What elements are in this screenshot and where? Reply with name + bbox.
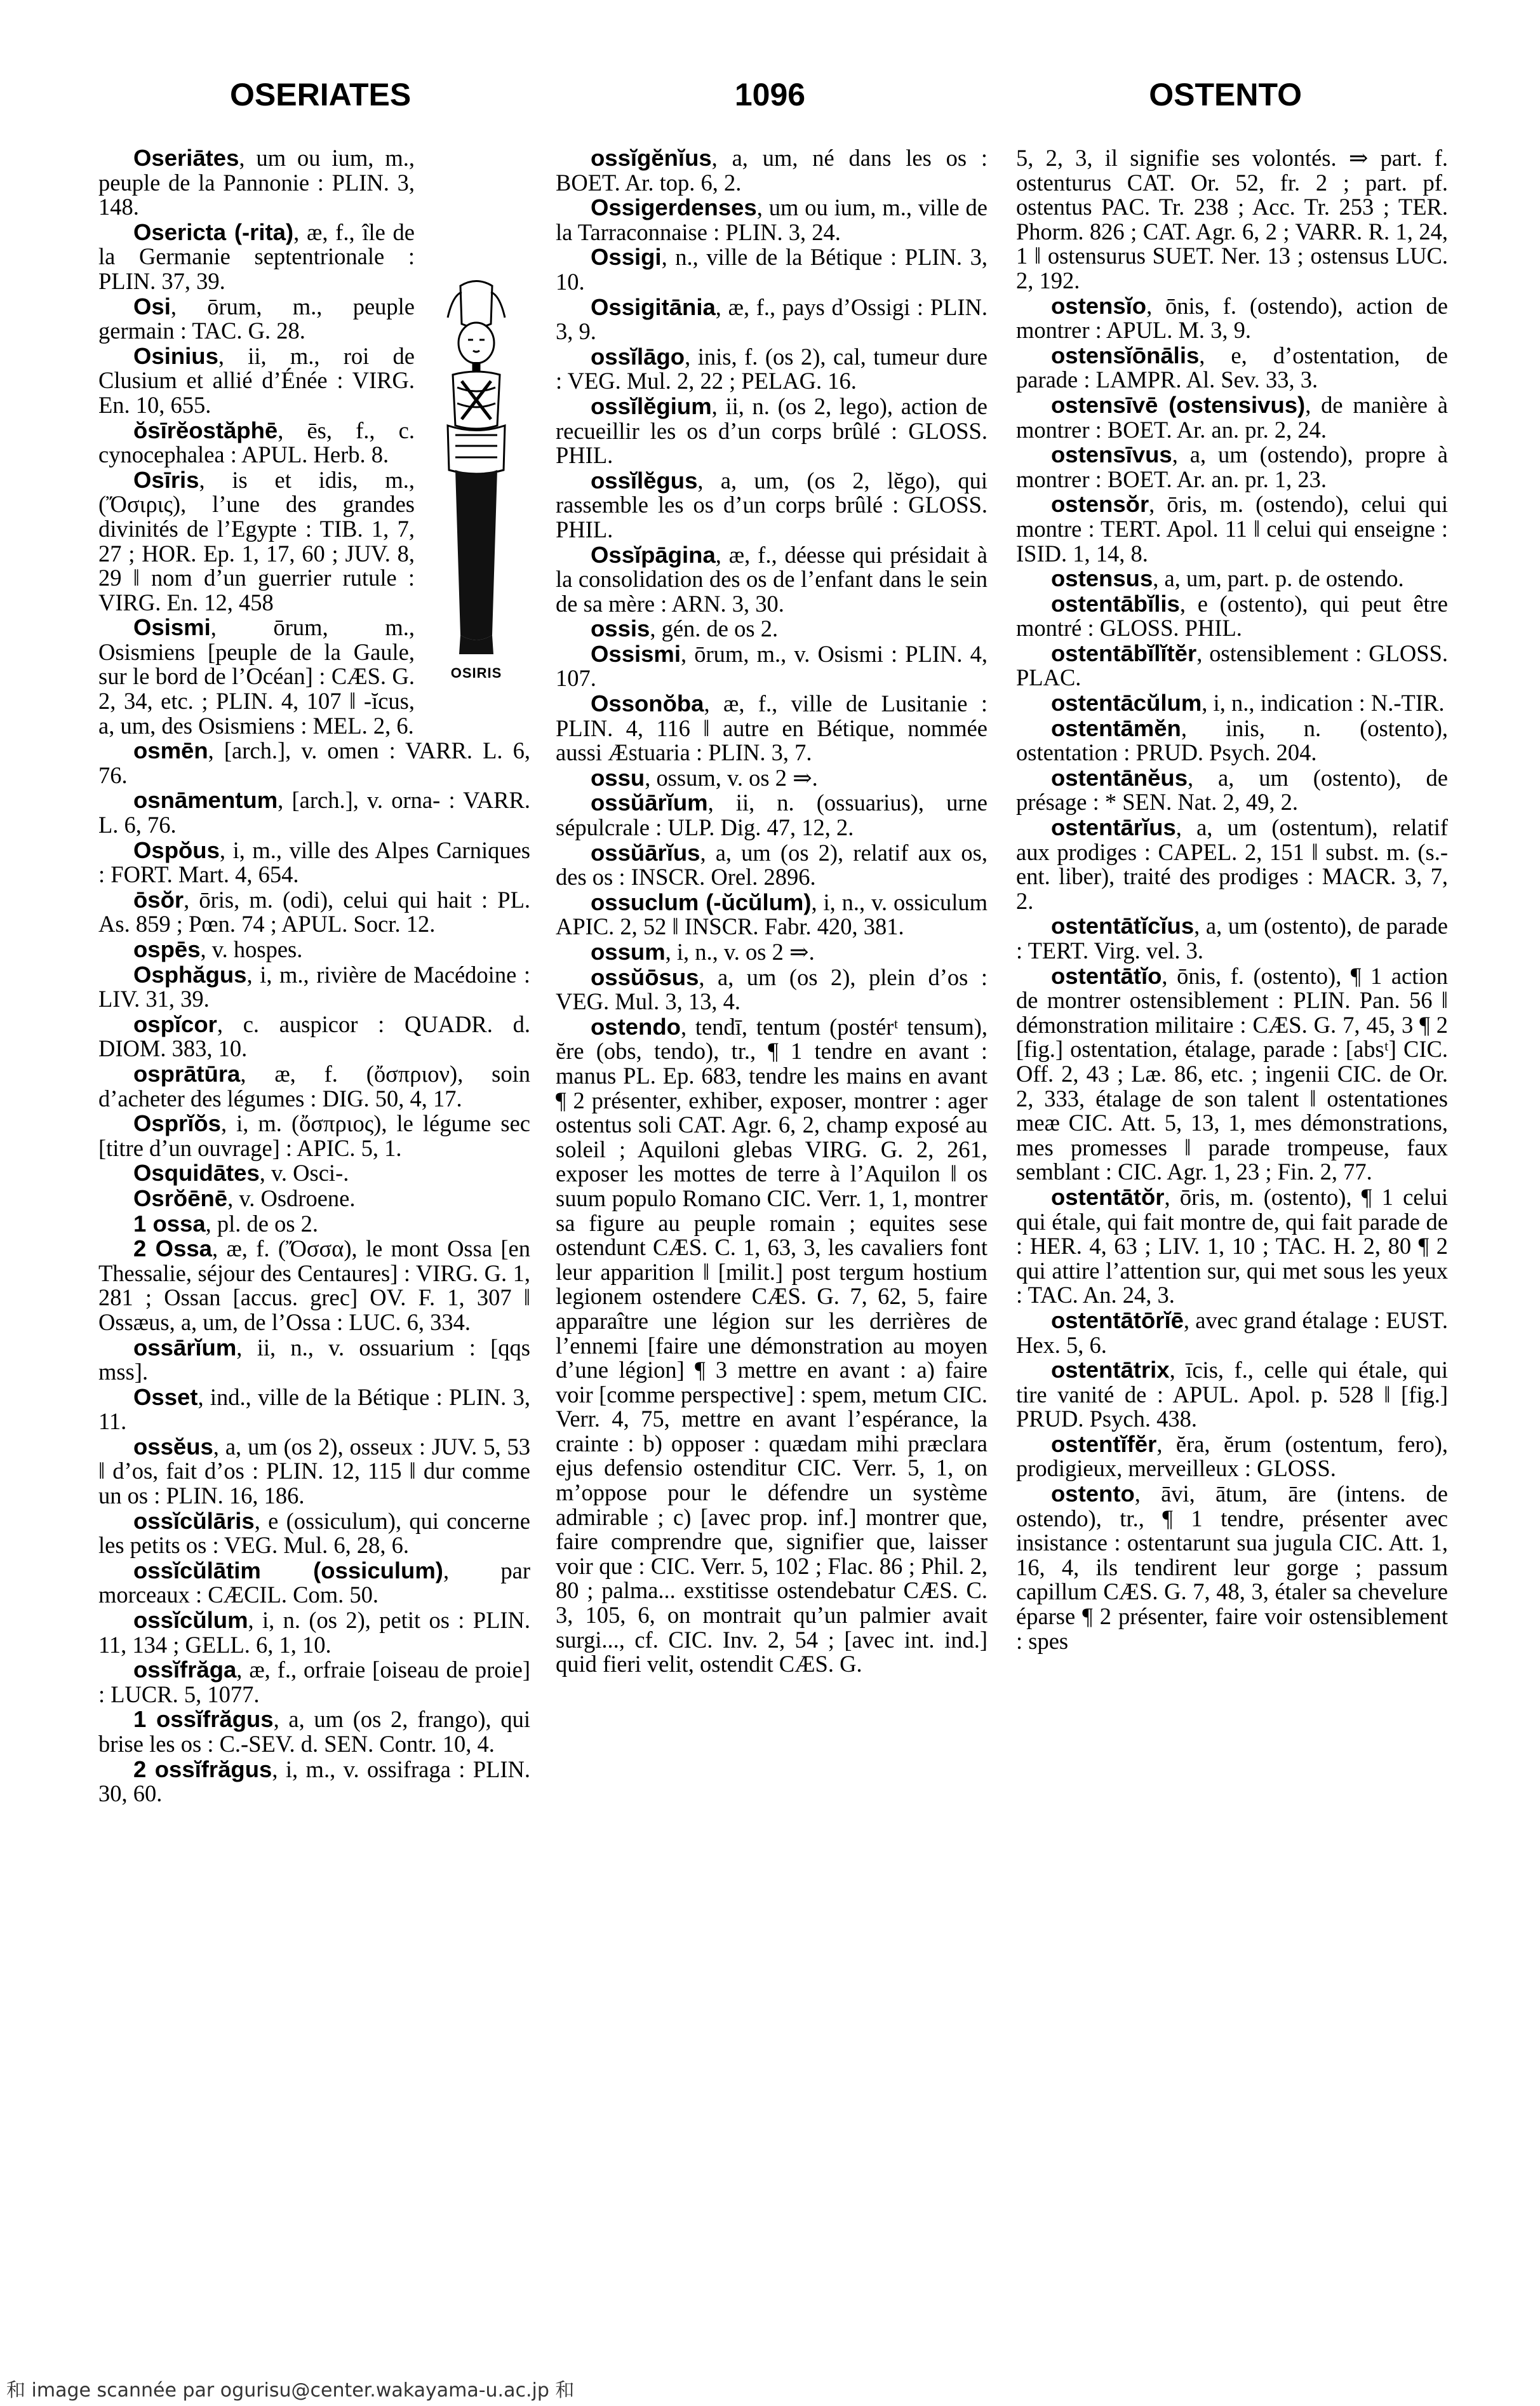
- dictionary-entry: [98, 739, 530, 788]
- entry-headword: ostentārĭus: [1051, 814, 1176, 841]
- entry-headword: Ossigi: [591, 244, 662, 271]
- entry-headword: ostentātrix: [1051, 1357, 1170, 1383]
- entry-headword: ospĭcor: [133, 1011, 217, 1037]
- entry-body: , i, m., v. ossifraga : PLIN. 30, 60.: [98, 1756, 530, 1807]
- entry-headword: ostentābĭlĭtĕr: [1051, 640, 1197, 666]
- entry-headword: Ospŏus: [133, 837, 220, 863]
- dictionary-entry: [98, 1237, 530, 1334]
- entry-body: , v. Osdroene.: [227, 1185, 356, 1211]
- entry-headword: ossĭfrăga: [133, 1657, 237, 1683]
- entry-headword: osnāmentum: [133, 787, 278, 814]
- entry-headword: ossis: [591, 615, 650, 642]
- entry-body: , ōrum, m., v. Osismi : PLIN. 4, 107.: [556, 640, 988, 692]
- entry-body: , is et idis, m., (Ὄσιρις), l’une des grandes divinités de l’Egypte : TIB. 1, 7, 27 ; HOR. Ep. 1, 17, 60 ; JUV. 8, 29 ‖ nom d’un guerrier rutule : VIRG. En. 12, 458: [98, 466, 415, 615]
- entry-headword: ossŭārĭum: [591, 790, 708, 816]
- dictionary-entry: [98, 838, 530, 887]
- dictionary-entry: [98, 1757, 530, 1806]
- dictionary-entry: [98, 1212, 530, 1237]
- osiris-figure-icon: [422, 279, 530, 661]
- dictionary-entry: [1016, 393, 1448, 442]
- dictionary-entry: [98, 1435, 530, 1509]
- dictionary-entry: [98, 1062, 530, 1111]
- dictionary-entry: [1016, 766, 1448, 815]
- entry-body: , ostensiblement : GLOSS. PLAC.: [1016, 640, 1448, 691]
- entry-body: , a, um (os 2), plein d’os : VEG. Mul. 3, 13, 4.: [556, 964, 988, 1015]
- dictionary-entry: [98, 938, 530, 962]
- dictionary-entry: [1016, 146, 1448, 293]
- entry-body: , tendī, tentum (postérᵗ tensum), ĕre (obs, tendo), tr., ¶ 1 tendre en avant : manus PL. Ep. 683, tendre les mains en avant ¶ 2 présenter, exhiber, exposer, montrer : ager ostentus soli CAT. Agr. 6, 2, champ exposé au soleil ; Aquiloni glebas VIRG. G. 2, 261, exposer les mottes de terre à l’Aquilon ‖ os suum populo Romano CIC. Verr. 1, 1, montrer sa figure au peuple romain ; equites sese ostendunt CÆS. C. 1, 63, 3, les cavaliers font leur apparition ‖ [milit.] post tergum hostium legionem ostendere CÆS. G. 7, 62, 5, faire apparaître une légion sur les derrières de l’ennemi [faire une démonstration au moyen d’une légion] ¶ 3 mettre en avant : a) faire voir [comme perspective] : spem, metum CIC. Verr. 4, 75, mettre en avant l’espérance, la crainte : b) opposer : quædam mihi præclara ejus defensio ostenditur CIC. Verr. 5, 1, on m’oppose pour le défendre un système admirable ; c) [avec prop. inf.] montrer que, faire comprendre que, signifier que, laisser voir que : CIC. Verr. 5, 102 ; Flac. 86 ; Phil. 2, 80 ; palma... exstitisse ostendebatur CÆS. C. 3, 105, 6, on montrait qu’un palmier avait surgi..., cf. CIC. Inv. 2, 54 ; [avec int. ind.] quid fieri velit, ostendit CÆS. G.: [556, 1013, 988, 1677]
- entry-body: , æ, f., pays d’Ossigi : PLIN. 3, 9.: [556, 293, 988, 345]
- entry-body: , āvi, ātum, āre (intens. de ostendo), tr., ¶ 1 tendre, présenter avec insistance : ostentarunt sua jugula CIC. Att. 1, 16, 4, ils tendirent leur gorge ; passum capillum CÆS. G. 7, 48, 3, étaler sa chevelure éparse ¶ 2 présenter, faire voir ostensiblement : spes: [1016, 1481, 1448, 1654]
- entry-headword: Osinius: [133, 342, 218, 369]
- entry-headword: 1 ossĭfrăgus: [133, 1706, 274, 1733]
- entry-body: , inis, f. (os 2), cal, tumeur dure : VEG. Mul. 2, 22 ; PELAG. 16.: [556, 343, 988, 394]
- dictionary-entry: [556, 394, 988, 468]
- entry-headword: Osi: [133, 293, 171, 319]
- entry-headword: Osrŏēnē: [133, 1185, 228, 1211]
- dictionary-entry: [1016, 592, 1448, 641]
- entry-headword: ossārĭum: [133, 1334, 237, 1361]
- dictionary-entry: [98, 1707, 530, 1756]
- dictionary-entry: [98, 963, 530, 1012]
- dictionary-entry: [1016, 716, 1448, 765]
- dictionary-entry: [1016, 344, 1448, 393]
- dictionary-entry: [556, 965, 988, 1014]
- entry-body: , a, um, (os 2, lĕgo), qui rassemble les os d’un corps brûlé : GLOSS. PHIL.: [556, 467, 988, 542]
- entry-headword: Osquidātes: [133, 1160, 260, 1186]
- running-head-left: OSERIATES: [230, 77, 412, 112]
- dictionary-entry: [98, 1509, 530, 1558]
- entry-headword: ossu: [591, 764, 645, 791]
- entry-headword: ostentācŭlum: [1051, 690, 1202, 716]
- entry-body: , i, m., ville des Alpes Carniques : FORT. Mart. 4, 654.: [98, 837, 530, 888]
- running-head: [0, 76, 1540, 127]
- entry-body: , i, n., v. ossiculum APIC. 2, 52 ‖ INSCR. Fabr. 420, 381.: [556, 889, 988, 940]
- entry-headword: Osismi: [133, 614, 211, 641]
- entry-body: , de manière à montrer : BOET. Ar. an. pr. 2, 24.: [1016, 391, 1448, 443]
- entry-body: , inis, n. (ostento), ostentation : PRUD. Psych. 204.: [1016, 715, 1448, 766]
- dictionary-entry: [1016, 567, 1448, 591]
- entry-body: , a, um (ostento), de parade : TERT. Virg. vel. 3.: [1016, 913, 1448, 964]
- dictionary-entry: [1016, 1358, 1448, 1432]
- entry-headword: ossĭcŭlāris: [133, 1507, 255, 1534]
- entry-body: , a, um (os 2, frango), qui brise les os : C.-SEV. d. SEN. Contr. 10, 4.: [98, 1706, 530, 1757]
- entry-headword: Ossismi: [591, 640, 681, 667]
- entry-body: , a, um, part. p. de ostendo.: [1153, 565, 1404, 592]
- dictionary-entry: [556, 791, 988, 840]
- dictionary-entry: [1016, 1482, 1448, 1653]
- entry-headword: 2 Ossa: [133, 1235, 212, 1262]
- dictionary-entry: [556, 890, 988, 939]
- entry-body: , ii, m., roi de Clusium et allié d’Énée : VIRG. En. 10, 655.: [98, 342, 415, 418]
- entry-headword: ossuclum (-ŭcŭlum): [591, 889, 812, 915]
- entry-headword: ostento: [1051, 1481, 1135, 1507]
- entry-body: , a, um (os 2), osseux : JUV. 5, 53 ‖ d’os, fait d’os : PLIN. 12, 115 ‖ dur comme un os : PLIN. 16, 186.: [98, 1433, 530, 1509]
- entry-headword: 1 ossa: [133, 1210, 206, 1237]
- entry-body: , avec grand étalage : EUST. Hex. 5, 6.: [1016, 1307, 1448, 1358]
- dictionary-entry: [98, 1112, 530, 1160]
- entry-body: , c. auspicor : QUADR. d. DIOM. 383, 10.: [98, 1011, 530, 1062]
- dictionary-entry: [556, 766, 988, 791]
- entry-body: , v. hospes.: [200, 936, 303, 962]
- entry-body: , gén. de os 2.: [650, 615, 779, 642]
- entry-headword: osmēn: [133, 737, 208, 764]
- dictionary-entry: [98, 888, 530, 937]
- dictionary-entry: [556, 345, 988, 394]
- dictionary-entry: [556, 543, 988, 617]
- entry-body: , ōnis, f. (ostento), ¶ 1 action de montrer ostensiblement : PLIN. Pan. 56 ‖ démonstration militaire : CÆS. G. 7, 45, 3 ¶ 2 [fig.] ostentation, étalage, parade : [absᵗ] CIC. Off. 2, 43 ; Læ. 86, etc. ; ingenii CIC. de Or. 2, 333, étalage de son talent ‖ ostentationes meæ CIC. Att. 5, 13, 1, mes démonstrations, mes promesses ‖ parade trompeuse, faux semblant : CIC. Agr. 1, 23 ; Fin. 2, 77.: [1016, 962, 1448, 1185]
- entry-headword: Osīris: [133, 466, 199, 493]
- entry-body: , īcis, f., celle qui étale, qui tire vanité de : APUL. Apol. p. 528 ‖ [fig.] PRUD. Psych. 438.: [1016, 1357, 1448, 1432]
- entry-headword: osprātūra: [133, 1060, 241, 1087]
- entry-body: , um ou ium, m., peuple de la Pannonie : PLIN. 3, 148.: [98, 146, 415, 220]
- entry-headword: ossĕus: [133, 1433, 213, 1460]
- column-2: [556, 146, 988, 2325]
- entry-body: , [arch.], v. omen : VARR. L. 6, 76.: [98, 737, 530, 788]
- dictionary-entry: [98, 788, 530, 837]
- dictionary-entry: [556, 245, 988, 294]
- entry-headword: Osprĭŏs: [133, 1110, 221, 1137]
- dictionary-entry: [556, 146, 988, 195]
- entry-body: , a, um (ostentum), relatif aux prodiges : CAPEL. 2, 151 ‖ subst. m. (s.-ent. liber), traité des prodiges : MACR. 3, 7, 2.: [1016, 814, 1448, 914]
- entry-body: , n., ville de la Bétique : PLIN. 3, 10.: [556, 244, 988, 295]
- entry-headword: Oseriātes: [133, 146, 239, 171]
- dictionary-entry: [1016, 492, 1448, 566]
- entry-headword: ossŭōsus: [591, 964, 699, 990]
- entry-headword: ostensīvē (ostensivus): [1051, 391, 1306, 418]
- entry-headword: ostensŏr: [1051, 491, 1149, 518]
- entry-body: , a, um (ostendo), propre à montrer : BOET. Ar. an. pr. 1, 23.: [1016, 441, 1448, 492]
- dictionary-entry: [98, 1608, 530, 1657]
- dictionary-entry: [556, 642, 988, 691]
- entry-headword: ossĭgĕnĭus: [591, 146, 712, 171]
- entry-body: , ōrum, m., Osismiens [peuple de la Gaule, sur le bord de l’Océan] : CÆS. G. 2, 34, etc. ; PLIN. 4, 107 ‖ -ĭcus, a, um, des Osismiens : MEL. 2, 6.: [98, 614, 415, 739]
- dictionary-entry: [98, 1385, 530, 1434]
- entry-body: , ind., ville de la Bétique : PLIN. 3, 11.: [98, 1383, 530, 1435]
- entry-headword: ostentātōrĭē: [1051, 1307, 1184, 1333]
- entry-body: , i, m. (ὄσπριος), le légume sec [titre d’un ouvrage] : APIC. 5, 1.: [98, 1110, 530, 1161]
- dictionary-entry: [98, 1336, 530, 1385]
- entry-body: , æ, f., ville de Lusitanie : PLIN. 4, 116 ‖ autre en Bétique, nommée aussi Æstuaria : PLIN. 3, 7.: [556, 690, 988, 766]
- entry-body: , ossum, v. os 2 ⇒.: [645, 764, 818, 791]
- dictionary-entry: [98, 1186, 530, 1211]
- dictionary-entry: [556, 295, 988, 344]
- entry-body: , i, n. (os 2), petit os : PLIN. 11, 134 ; GELL. 6, 1, 10.: [98, 1607, 530, 1658]
- entry-headword: Osset: [133, 1383, 198, 1410]
- entry-headword: ostentāmĕn: [1051, 715, 1181, 741]
- entry-body: , [arch.], v. orna- : VARR. L. 6, 76.: [98, 787, 530, 838]
- column-1: [98, 146, 530, 2325]
- entry-headword: Osericta (-rita): [133, 218, 294, 245]
- entry-body: 5, 2, 3, il signifie ses volontés. ⇒ part. f. ostenturus CAT. Or. 52, fr. 2 ; part. pf. ostentus PAC. Tr. 238 ; Acc. Tr. 253 ; TER. Phorm. 826 ; CAT. Agr. 6, 2 ; VARR. R. 1, 24, 1 ‖ ostensurus SUET. Ner. 13 ; ostensus LUC. 2, 192.: [1016, 146, 1448, 293]
- entry-body: , ii, n. (os 2, lego), action de recueillir les os d’un corps brûlé : GLOSS. PHIL.: [556, 393, 988, 469]
- entry-body: , pl. de os 2.: [205, 1210, 319, 1237]
- dictionary-entry: [98, 1012, 530, 1061]
- entry-body: , i, n., indication : N.-TIR.: [1202, 690, 1445, 716]
- dictionary-entry: [98, 146, 530, 220]
- dictionary-entry: [1016, 1185, 1448, 1308]
- entry-body: , a, um (ostento), de présage : * SEN. Nat. 2, 49, 2.: [1016, 764, 1448, 816]
- dictionary-entry: [556, 1015, 988, 1677]
- entry-headword: ostentātĭo: [1051, 962, 1162, 989]
- dictionary-entry: [98, 1658, 530, 1707]
- entry-body: , a, um, né dans les os : BOET. Ar. top. 6, 2.: [556, 146, 988, 196]
- entry-headword: 2 ossĭfrăgus: [133, 1756, 272, 1782]
- dictionary-entry: [556, 940, 988, 965]
- dictionary-entry: [1016, 642, 1448, 690]
- entry-body: , ii, n., v. ossuarium : [qqs mss].: [98, 1334, 530, 1385]
- entry-body: , e (ossiculum), qui concerne les petits os : VEG. Mul. 6, 28, 6.: [98, 1507, 530, 1559]
- entry-headword: Ossĭpāgina: [591, 541, 716, 568]
- entry-body: , ĕra, ĕrum (ostentum, fero), prodigieux, merveilleux : GLOSS.: [1016, 1430, 1448, 1482]
- dictionary-entry: [1016, 691, 1448, 716]
- entry-body: , ōris, m. (odi), celui qui hait : PL. As. 859 ; Pœn. 74 ; APUL. Socr. 12.: [98, 886, 530, 938]
- entry-body: , e, d’ostentation, de parade : LAMPR. Al. Sev. 33, 3.: [1016, 342, 1448, 393]
- dictionary-entry: [1016, 964, 1448, 1185]
- entry-body: , i, n., v. os 2 ⇒.: [665, 939, 815, 965]
- entry-body: , par morceaux : CÆCIL. Com. 50.: [98, 1557, 530, 1608]
- dictionary-entry: [1016, 816, 1448, 913]
- entry-body: , ōris, m. (ostento), ¶ 1 celui qui étale, qui fait montre de, qui fait parade de : HER. 4, 63 ; LIV. 1, 10 ; TAC. H. 2, 80 ¶ 2 qui attire l’attention sur, qui met sous les yeux : TAC. An. 24, 3.: [1016, 1183, 1448, 1308]
- dictionary-entry: [98, 1559, 530, 1608]
- entry-body: , æ, f., île de la Germanie septentrionale : PLIN. 37, 39.: [98, 218, 415, 294]
- scan-credit: 和 image scannée par ogurisu@center.wakayama-u.ac.jp 和: [6, 2379, 575, 2402]
- entry-body: , ōrum, m., peuple germain : TAC. G. 28.: [98, 293, 415, 344]
- entry-headword: ospēs: [133, 936, 201, 962]
- entry-headword: Ossigerdenses: [591, 194, 757, 221]
- entry-body: , e (ostento), qui peut être montré : GLOSS. PHIL.: [1016, 590, 1448, 642]
- entry-headword: ostentābĭlis: [1051, 590, 1180, 617]
- column-3: [1016, 146, 1448, 2325]
- entry-headword: ostentātĭcĭus: [1051, 913, 1195, 939]
- entry-headword: Osphăgus: [133, 961, 247, 988]
- entry-headword: ossum: [591, 939, 666, 965]
- entry-headword: ōsŏr: [133, 886, 184, 913]
- entry-headword: Ossigitānia: [591, 293, 716, 320]
- illustration-caption: OSIRIS: [450, 665, 502, 682]
- dictionary-entry: [556, 617, 988, 642]
- dictionary-entry: [556, 841, 988, 890]
- entry-headword: ossĭlāgo: [591, 343, 685, 370]
- entry-body: , æ, f. (ὄσπριον), soin d’acheter des légumes : DIG. 50, 4, 17.: [98, 1060, 530, 1112]
- entry-headword: ossĭlĕgium: [591, 393, 712, 419]
- entry-body: , ōnis, f. (ostendo), action de montrer : APUL. M. 3, 9.: [1016, 292, 1448, 344]
- dictionary-entry: [1016, 294, 1448, 343]
- entry-body: , v. Osci-.: [259, 1160, 349, 1186]
- dictionary-entry: [1016, 1432, 1448, 1481]
- entry-body: , um ou ium, m., ville de la Tarraconnaise : PLIN. 3, 24.: [556, 194, 988, 245]
- page-number: 1096: [734, 77, 806, 112]
- entry-body: , ōris, m. (ostendo), celui qui montre : TERT. Apol. 11 ‖ celui qui enseigne : ISID. 1, 14, 8.: [1016, 491, 1448, 567]
- entry-headword: ostensĭōnālis: [1051, 342, 1200, 368]
- running-head-right: OSTENTO: [1149, 77, 1302, 112]
- entry-body: , ii, n. (ossuarius), urne sépulcrale : ULP. Dig. 47, 12, 2.: [556, 790, 988, 841]
- dictionary-entry: [1016, 443, 1448, 492]
- entry-headword: Ossonŏba: [591, 690, 704, 717]
- dictionary-entry: [556, 692, 988, 765]
- dictionary-entry: [556, 196, 988, 245]
- dictionary-entry: [556, 469, 988, 542]
- entry-headword: ossŭārĭus: [591, 839, 700, 866]
- entry-headword: ostendo: [591, 1013, 681, 1040]
- entry-headword: ostentĭfĕr: [1051, 1430, 1157, 1457]
- entry-body: , a, um (os 2), relatif aux os, des os : INSCR. Orel. 2896.: [556, 839, 988, 890]
- dictionary-entry: [1016, 914, 1448, 963]
- entry-headword: ostentānĕus: [1051, 764, 1188, 791]
- entry-headword: ossĭcŭlātim (ossiculum): [133, 1557, 443, 1583]
- entry-headword: ostensīvus: [1051, 441, 1172, 468]
- dictionary-entry: [98, 1161, 530, 1186]
- entry-headword: ossĭlĕgus: [591, 467, 698, 494]
- dictionary-entry: [1016, 1308, 1448, 1357]
- entry-headword: ostentātŏr: [1051, 1183, 1165, 1210]
- entry-headword: ostensus: [1051, 565, 1153, 592]
- osiris-illustration: [422, 279, 530, 686]
- entry-headword: ossĭcŭlum: [133, 1607, 248, 1634]
- entry-headword: ostensĭo: [1051, 292, 1147, 319]
- entry-body: , æ, f. (Ὄσσα), le mont Ossa [en Thessalie, séjour des Centaures] : VIRG. G. 1, 281 ; Ossan [accus. grec] OV. F. 1, 307 ‖ Ossæus, a, um, de l’Ossa : LUC. 6, 334.: [98, 1235, 530, 1335]
- entry-body: , i, m., rivière de Macédoine : LIV. 31, 39.: [98, 961, 530, 1012]
- entry-body: , æ, f., déesse qui présidait à la consolidation des os de l’enfant dans le sein de sa mère : ARN. 3, 30.: [556, 541, 988, 617]
- entry-body: , æ, f., orfraie [oiseau de proie] : LUCR. 5, 1077.: [98, 1657, 530, 1707]
- entry-headword: ŏsīrĕostăphē: [133, 417, 278, 443]
- entry-body: , ēs, f., c. cynocephalea : APUL. Herb. 8.: [98, 417, 415, 468]
